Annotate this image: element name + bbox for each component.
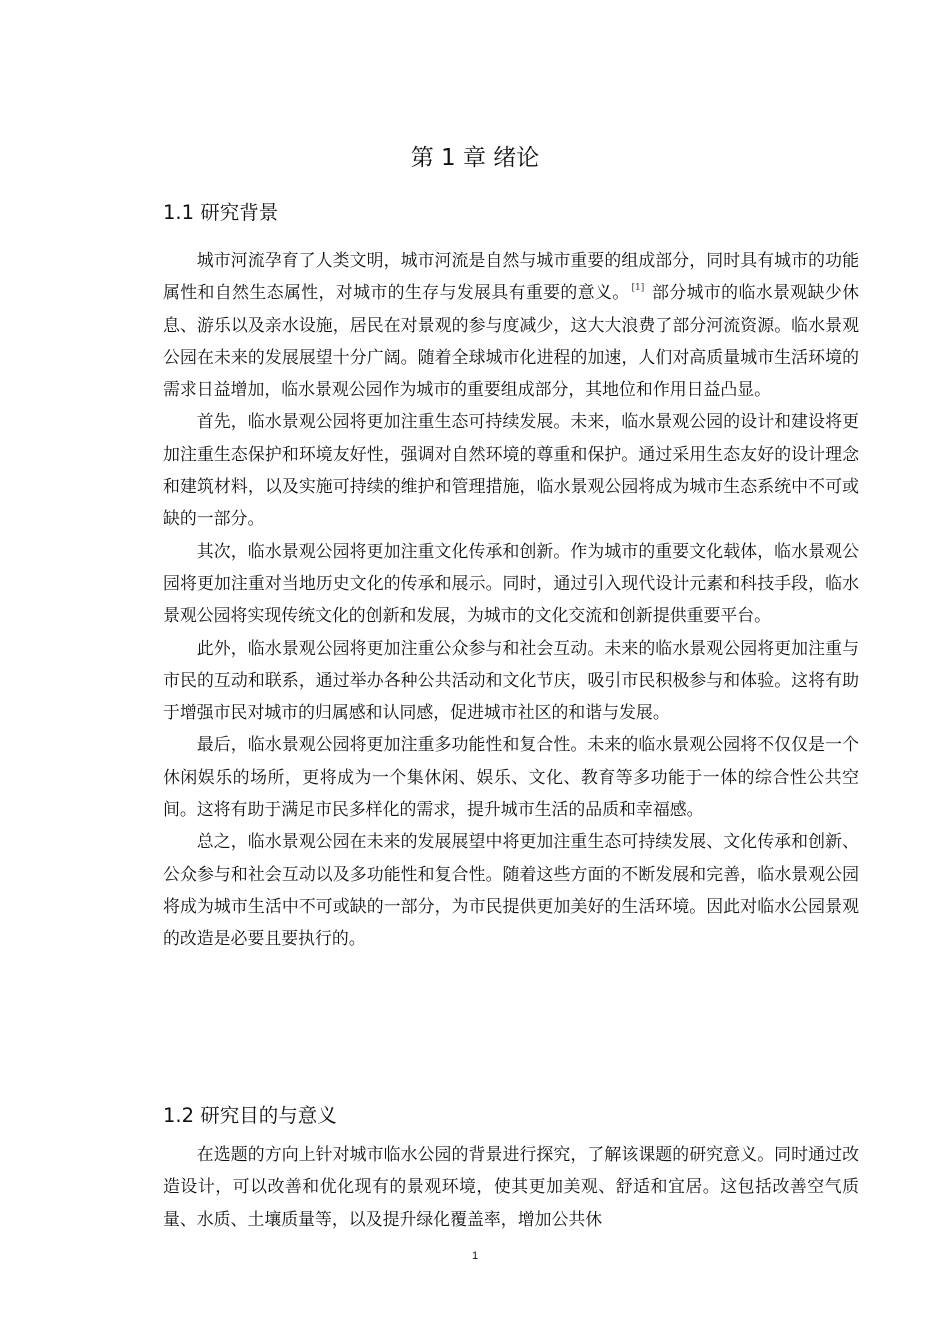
page-number: 1 [471,1250,479,1262]
paragraph-3: 其次，临水景观公园将更加注重文化传承和创新。作为城市的重要文化载体，临水景观公园将更加注重对当地历史文化的传承和展示。同时，通过引入现代设计元素和科技手段，临水景观公园将实现传统文化的创新和发展，为城市的文化交流和创新提供重要平台。 [163,540,859,626]
paragraph-4: 此外，临水景观公园将更加注重公众参与和社会互动。未来的临水景观公园将更加注重与市民的互动和联系，通过举办各种公共活动和文化节庆，吸引市民积极参与和体验。这将有助于增强市民对城市的归属感和认同感，促进城市社区的和谐与发展。 [163,637,859,723]
paragraph-1 [163,244,859,405]
paragraph-1-text-a: 城市河流孕育了人类文明，城市河流是自然与城市重要的组成部分，同时具有城市的功能属性和自然生态属性，对城市的生存与发展具有重要的意义。 [163,250,859,303]
chapter-title: 第 1 章 绪论 [410,145,540,171]
paragraph-1-text-b: 部分城市的临水景观缺少休息、游乐以及亲水设施，居民在对景观的参与度减少，这大大浪费了部分河流资源。临水景观公园在未来的发展展望十分广阔。随着全球城市化进程的加速，人们对高质量城市生活环境的需求日益增加，临水景观公园作为城市的重要组成部分，其地位和作用日益凸显。 [163,282,860,400]
section-heading-1-2: 1.2 研究目的与意义 [163,1104,337,1127]
paragraph-5: 最后，临水景观公园将更加注重多功能性和复合性。未来的临水景观公园将不仅仅是一个休闲娱乐的场所，更将成为一个集休闲、娱乐、文化、教育等多功能于一体的综合性公共空间。这将有助于满足市民多样化的需求，提升城市生活的品质和幸福感。 [163,734,859,820]
citation-1[interactable]: [1] [631,283,645,294]
section-1-2-body [163,1138,859,1235]
section-1-1-body [163,244,859,955]
paragraph-2: 首先，临水景观公园将更加注重生态可持续发展。未来，临水景观公园的设计和建设将更加注重生态保护和环境友好性，强调对自然环境的尊重和保护。通过采用生态友好的设计理念和建筑材料，以及实施可持续的维护和管理措施，临水景观公园将成为城市生态系统中不可或缺的一部分。 [163,411,859,529]
paragraph-7: 在选题的方向上针对城市临水公园的背景进行探究，了解该课题的研究意义。同时通过改造设计，可以改善和优化现有的景观环境，使其更加美观、舒适和宜居。这包括改善空气质量、水质、土壤质量等，以及提升绿化覆盖率，增加公共休 [163,1144,859,1229]
paragraph-6: 总之，临水景观公园在未来的发展展望中将更加注重生态可持续发展、文化传承和创新、公众参与和社会互动以及多功能性和复合性。随着这些方面的不断发展和完善，临水景观公园将成为城市生活中不可或缺的一部分，为市民提供更加美好的生活环境。因此对临水公园景观的改造是必要且要执行的。 [163,831,859,949]
section-heading-1-1: 1.1 研究背景 [163,201,279,224]
